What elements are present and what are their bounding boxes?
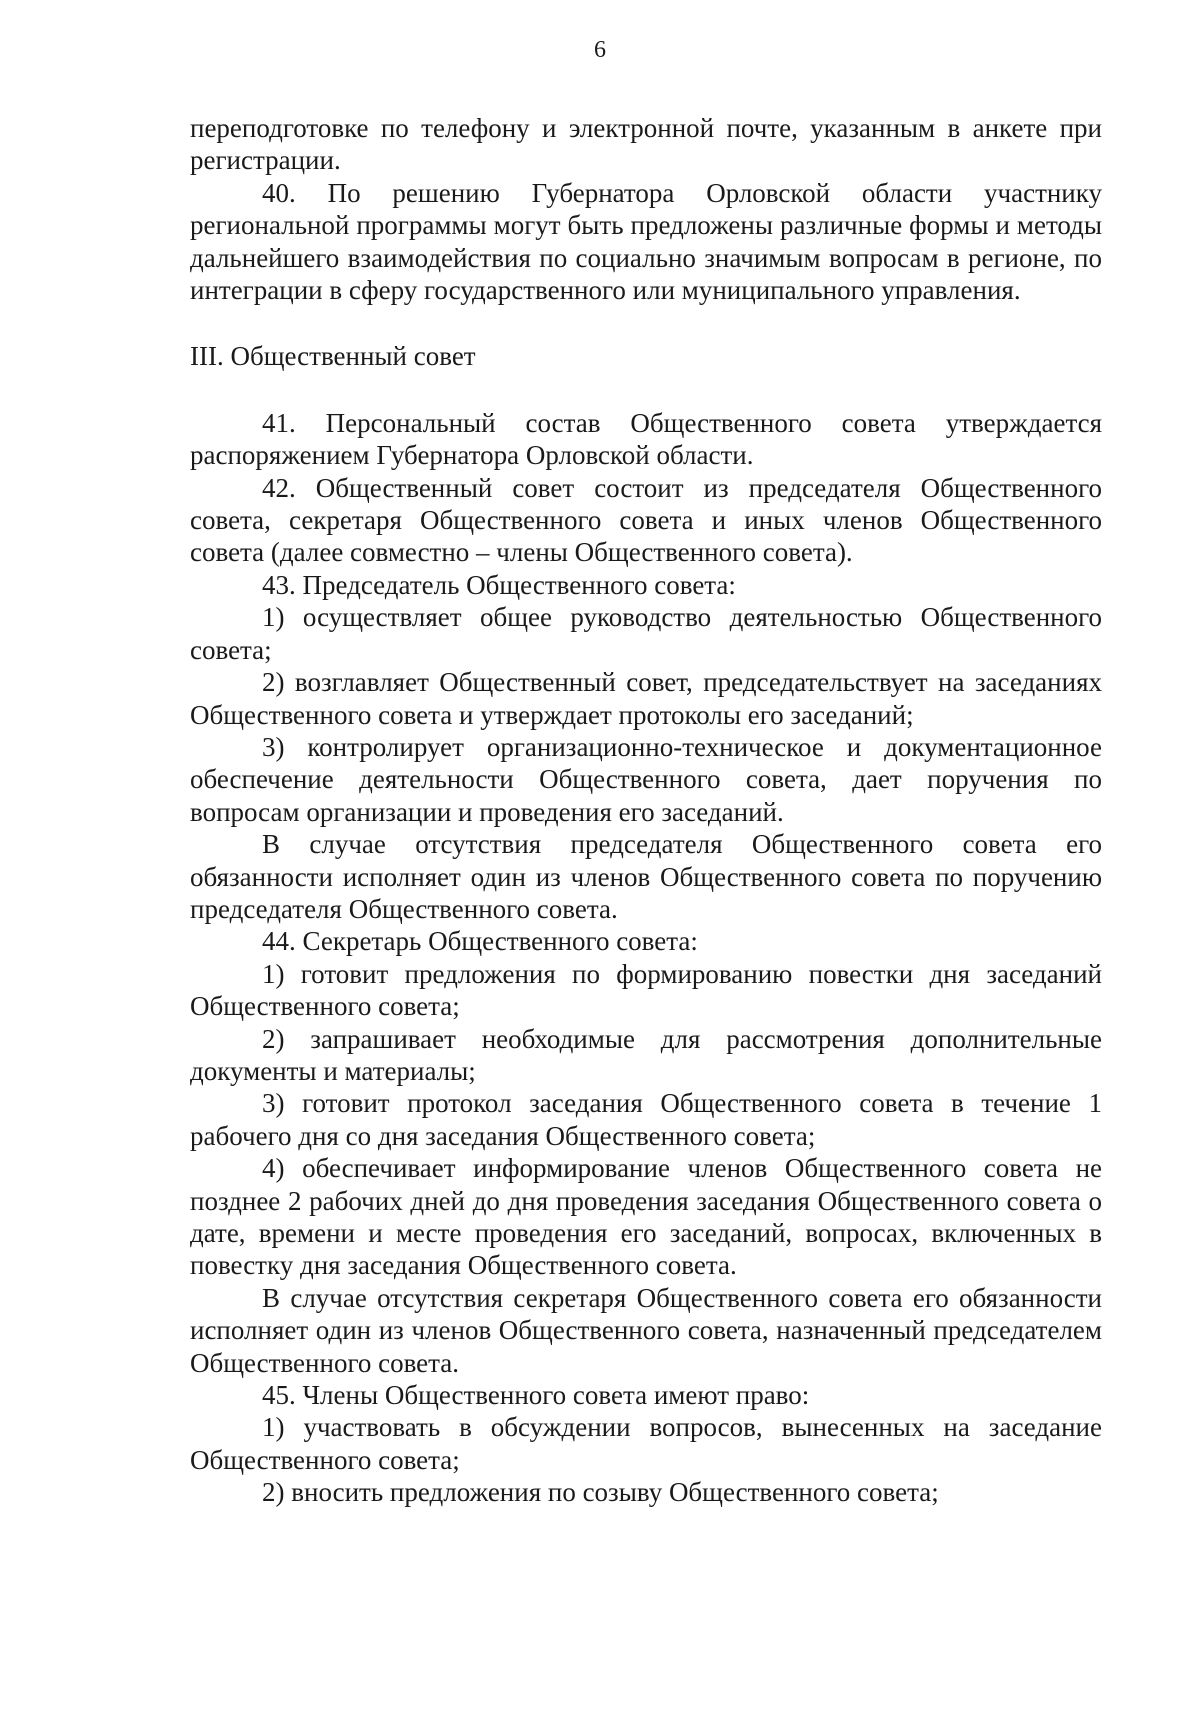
list-item: 1) готовит предложения по формированию повестки дня заседаний Общественного совета; (190, 958, 1102, 1022)
list-item: 1) участвовать в обсуждении вопросов, вынесенных на заседание Общественного совета; (190, 1412, 1102, 1475)
list-item: 3) контролирует организационно-техническое и документационное обеспечение деятельности Общественного совета, дает поручения по вопросам организации и проведения его заседаний. (190, 731, 1102, 827)
list-item: 4) обеспечивает информирование членов Общественного совета не позднее 2 рабочих дней до дня проведения заседания Общественного совета о дате, времени и месте проведения его заседаний, вопросах, включенных в повестку дня заседания Общественного совета. (190, 1153, 1102, 1281)
paragraph: переподготовке по телефону и электронной почте, указанным в анкете при регистрации. (190, 113, 1102, 176)
list-item: 3) готовит протокол заседания Общественного совета в течение 1 рабочего дня со дня заседания Общественного совета; (190, 1088, 1102, 1151)
paragraph: 44. Секретарь Общественного совета: (262, 926, 698, 957)
page-number: 6 (594, 37, 606, 63)
paragraph: 42. Общественный совет состоит из председателя Общественного совета, секретаря Общественного совета и иных членов Общественного совета (далее совместно – члены Общественного совета). (190, 472, 1102, 568)
list-item: 1) осуществляет общее руководство деятельностью Общественного совета; (190, 602, 1102, 665)
paragraph: В случае отсутствия секретаря Общественного совета его обязанности исполняет один из членов Общественного совета, назначенный председателем Общественного совета. (190, 1282, 1102, 1378)
list-item: 2) запрашивает необходимые для рассмотрения дополнительные документы и материалы; (190, 1023, 1102, 1086)
paragraph: 43. Председатель Общественного совета: (262, 569, 736, 600)
list-item: 2) возглавляет Общественный совет, председательствует на заседаниях Общественного совета и утверждает протоколы его заседаний; (190, 667, 1102, 730)
section-title: III. Общественный совет (190, 341, 476, 372)
document-body (190, 112, 1102, 1509)
paragraph: 45. Члены Общественного совета имеют право: (262, 1380, 810, 1411)
paragraph: 41. Персональный состав Общественного совета утверждается распоряжением Губернатора Орловской области. (190, 407, 1102, 471)
paragraph: 40. По решению Губернатора Орловской области участнику региональной программы могут быть предложены различные формы и методы дальнейшего взаимодействия по социально значимым вопросам в регионе, по интеграции в сферу государственного или муниципального управления. (190, 177, 1102, 306)
list-item: 2) вносить предложения по созыву Общественного совета; (262, 1477, 939, 1508)
paragraph: В случае отсутствия председателя Общественного совета его обязанности исполняет один из членов Общественного совета по поручению председателя Общественного совета. (190, 829, 1102, 924)
